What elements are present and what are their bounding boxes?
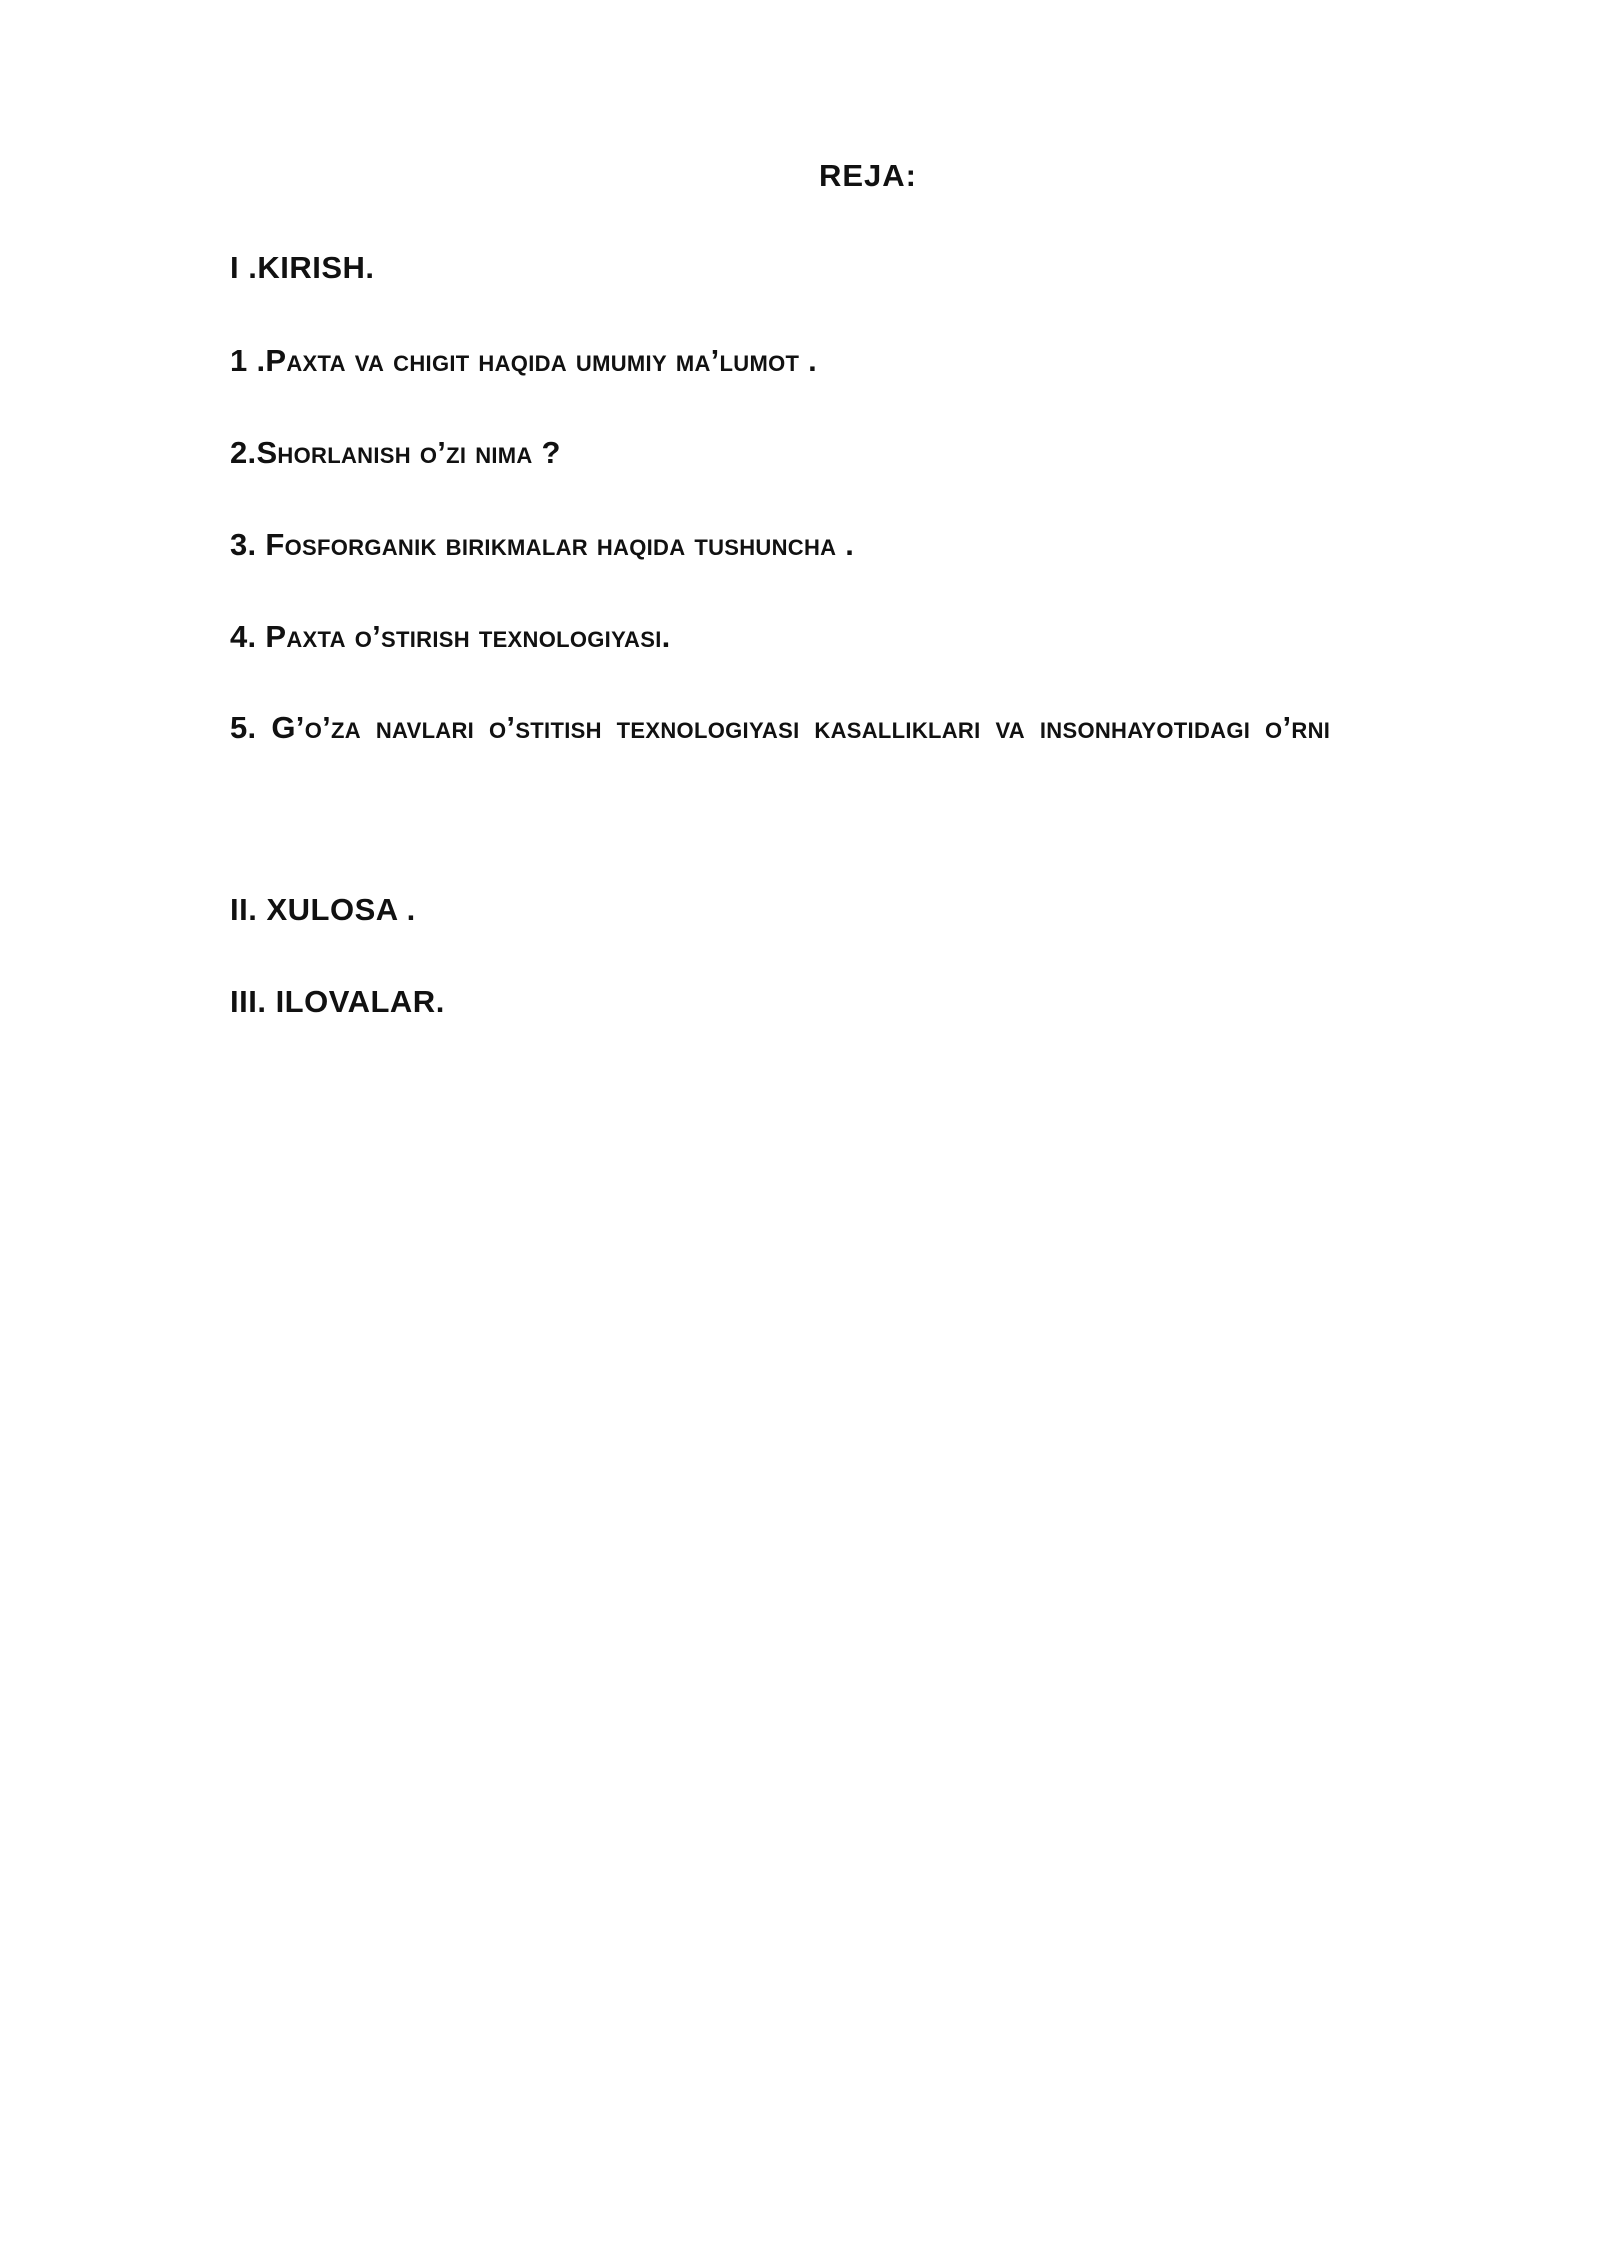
- plan-item-3: 3. Fosforganik birikmalar haqida tushuncha .: [230, 527, 855, 562]
- intro-heading: I .KIRISH.: [230, 250, 375, 285]
- plan-item-4: 4. Paxta o’stirish texnologiyasi.: [230, 619, 671, 654]
- page-title: REJA:: [818, 158, 917, 193]
- appendix-heading: III. ILOVALAR.: [230, 984, 445, 1019]
- plan-item-2: 2.Shorlanish o’zi nima ?: [230, 435, 561, 470]
- conclusion-heading: II. XULOSA .: [230, 892, 416, 927]
- plan-item-5: 5. G’o’za navlari o’stitish texnologiyasi kasalliklari va insonhayotidagi o’rni: [230, 710, 1331, 745]
- plan-item-1: 1 .Paxta va chigit haqida umumiy ma’lumot .: [230, 343, 818, 378]
